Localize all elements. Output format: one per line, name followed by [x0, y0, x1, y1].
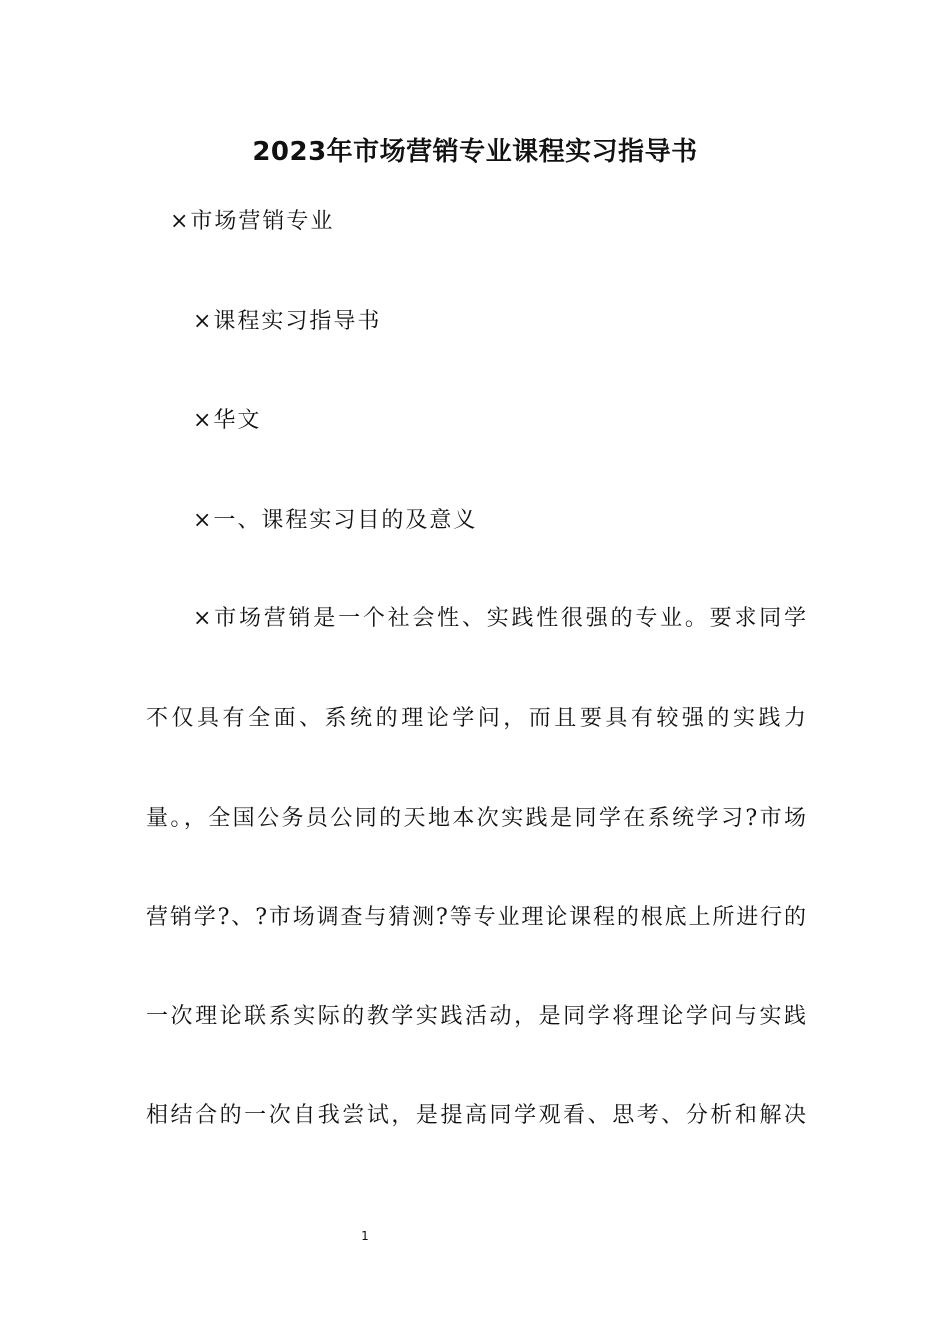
header-line-author: ×华文 [193, 408, 262, 433]
page-number: 1 [361, 1229, 369, 1243]
section-heading: ×一、课程实习目的及意义 [193, 508, 478, 533]
paragraph-line: ×市场营销是一个社会性、实践性很强的专业。要求同学 [193, 606, 806, 631]
document-title: 2023年市场营销专业课程实习指导书 [252, 137, 698, 167]
paragraph-line: 不仅具有全面、系统的理论学问，而且要具有较强的实践力 [146, 706, 806, 731]
paragraph-line: 相结合的一次自我尝试，是提高同学观看、思考、分析和解决 [146, 1103, 806, 1128]
paragraph-line: 一次理论联系实际的教学实践活动，是同学将理论学问与实践 [146, 1004, 806, 1029]
header-line-major: ×市场营销专业 [170, 209, 335, 234]
paragraph-line: 量。，全国公务员公同的天地本次实践是同学在系统学习?市场 [146, 806, 806, 831]
paragraph-line: 营销学?、?市场调查与猜测?等专业理论课程的根底上所进行的 [146, 905, 806, 930]
header-line-course: ×课程实习指导书 [193, 309, 382, 334]
